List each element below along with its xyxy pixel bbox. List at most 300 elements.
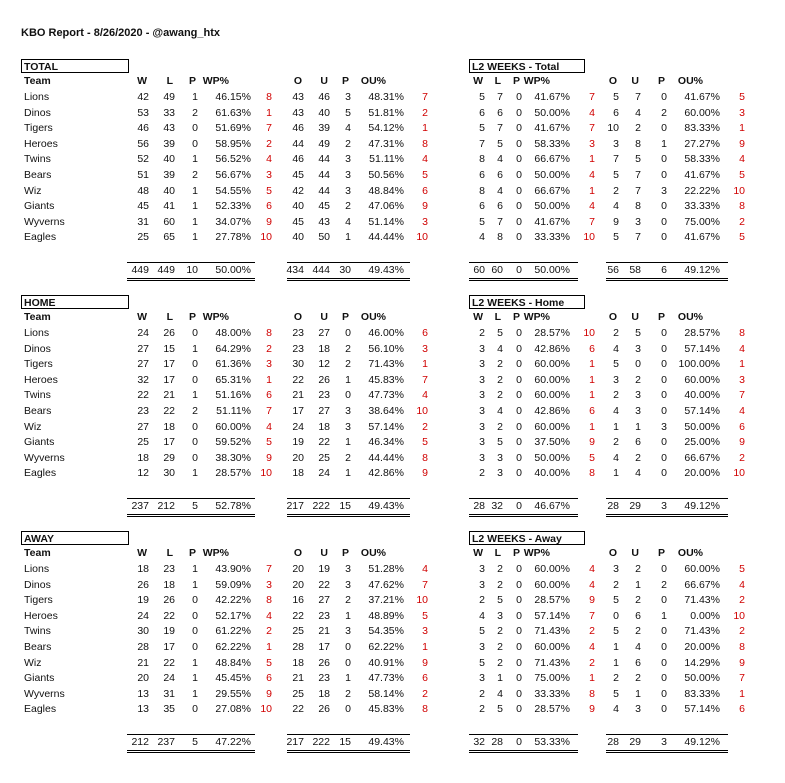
l2-win-pct: 50.00%	[534, 200, 570, 213]
l2-wins: 3	[479, 672, 485, 685]
losses: 31	[163, 687, 175, 700]
l2-pushes: 0	[516, 169, 522, 181]
win-pct-rank: 2	[266, 625, 272, 638]
l2-unders: 3	[635, 405, 641, 417]
wins: 13	[137, 703, 149, 716]
team-name: Heroes	[24, 137, 58, 150]
win-pct: 52.33%	[215, 200, 251, 213]
l2-wins: 8	[479, 153, 485, 166]
column-header-u: U	[320, 75, 328, 87]
total-rule	[287, 280, 410, 281]
l2-section-header: L2 WEEKS - Home	[469, 295, 585, 309]
total-rule	[127, 752, 255, 753]
team-name: Bears	[24, 405, 52, 417]
total-rule	[606, 278, 728, 279]
ou-pct-rank: 3	[422, 625, 428, 638]
ou-pct-rank: 6	[422, 327, 428, 339]
l2-losses: 5	[497, 594, 503, 607]
l2-win-pct: 33.33%	[534, 687, 570, 700]
l2-win-pct: 41.67%	[534, 91, 570, 103]
pushes: 0	[192, 703, 198, 716]
overs: 46	[292, 122, 304, 135]
ou-pct-rank: 8	[422, 137, 428, 150]
l2-ou-pct-rank: 5	[739, 231, 745, 244]
l2-losses: 3	[497, 451, 503, 464]
wins: 42	[137, 91, 149, 103]
l2-ou-pushes: 0	[661, 625, 667, 638]
l2-wins: 6	[479, 200, 485, 213]
win-pct-rank: 3	[266, 578, 272, 591]
win-pct-rank: 10	[260, 231, 272, 244]
losses: 40	[163, 184, 175, 197]
l2-overs: 2	[613, 672, 619, 685]
unders: 39	[318, 122, 330, 135]
unders: 18	[318, 687, 330, 700]
ou-pct: 47.06%	[368, 200, 404, 213]
l2-total-win-pct: 50.00%	[534, 264, 570, 276]
win-pct-rank: 5	[266, 656, 272, 669]
column-header-l: L	[166, 547, 173, 559]
wins: 26	[137, 578, 149, 591]
unders: 26	[318, 656, 330, 669]
losses: 60	[163, 215, 175, 228]
total-rule	[287, 750, 410, 751]
l2-ou-pushes: 0	[661, 563, 667, 575]
wins: 45	[137, 200, 149, 213]
l2-ou-pushes: 2	[661, 106, 667, 119]
l2-win-pct: 66.67%	[534, 153, 570, 166]
l2-overs: 5	[613, 169, 619, 181]
l2-wins: 3	[479, 451, 485, 464]
overs: 42	[292, 184, 304, 197]
l2-overs: 1	[613, 420, 619, 433]
losses: 65	[163, 231, 175, 244]
l2-total-wins: 28	[473, 500, 485, 512]
l2-pushes: 0	[516, 687, 522, 700]
l2-pushes: 0	[516, 609, 522, 622]
win-pct: 59.52%	[215, 436, 251, 449]
ou-pct: 58.14%	[368, 687, 404, 700]
l2-ou-pushes: 0	[661, 436, 667, 449]
l2-overs: 5	[613, 594, 619, 607]
win-pct-rank: 6	[266, 672, 272, 685]
unders: 22	[318, 436, 330, 449]
l2-unders: 1	[635, 420, 641, 433]
column-header-o: O	[293, 547, 302, 559]
l2-losses: 8	[497, 231, 503, 244]
l2-ou-pct-rank: 2	[739, 594, 745, 607]
l2-ou-pct: 41.67%	[684, 91, 720, 103]
l2-unders: 7	[635, 169, 641, 181]
ou-pct: 48.31%	[368, 91, 404, 103]
pushes: 1	[192, 467, 198, 480]
l2-win-pct: 42.86%	[534, 405, 570, 417]
l2-win-pct: 28.57%	[534, 703, 570, 716]
pushes: 1	[192, 342, 198, 355]
win-pct-rank: 1	[266, 641, 272, 653]
l2-total-pushes: 0	[516, 264, 522, 276]
overs: 18	[292, 656, 304, 669]
l2-win-pct: 50.00%	[534, 451, 570, 464]
l2-ou-pct-rank: 5	[739, 563, 745, 575]
ou-pushes: 1	[345, 672, 351, 685]
l2-ou-pushes: 0	[661, 389, 667, 402]
l2-pushes: 0	[516, 342, 522, 355]
l2-pushes: 0	[516, 358, 522, 371]
l2-wins: 5	[479, 91, 485, 103]
l2-win-pct: 58.33%	[534, 137, 570, 150]
overs: 22	[292, 609, 304, 622]
l2-losses: 7	[497, 122, 503, 135]
l2-wins: 5	[479, 215, 485, 228]
l2-ou-pct-rank: 7	[739, 389, 745, 402]
l2-ou-pct-rank: 2	[739, 215, 745, 228]
ou-pushes: 2	[345, 358, 351, 371]
ou-pct: 45.83%	[368, 373, 404, 386]
l2-wins: 2	[479, 687, 485, 700]
win-pct-rank: 9	[266, 687, 272, 700]
l2-total-ou-pct: 49.12%	[684, 500, 720, 512]
l2-ou-pct: 41.67%	[684, 231, 720, 244]
l2-win-pct-rank: 4	[589, 200, 595, 213]
unders: 22	[318, 578, 330, 591]
ou-pushes: 1	[345, 467, 351, 480]
l2-ou-pushes: 3	[661, 184, 667, 197]
section-header: TOTAL	[21, 59, 129, 73]
l2-wins: 8	[479, 184, 485, 197]
l2-losses: 4	[497, 342, 503, 355]
l2-column-header-wp: WP%	[523, 311, 550, 323]
l2-unders: 8	[635, 200, 641, 213]
ou-pct-rank: 7	[422, 91, 428, 103]
overs: 40	[292, 200, 304, 213]
l2-column-header-ou: OU%	[677, 547, 703, 559]
column-header-op: P	[341, 311, 349, 323]
l2-ou-pct-rank: 3	[739, 373, 745, 386]
pushes: 1	[192, 215, 198, 228]
column-header-p: P	[188, 311, 196, 323]
overs: 25	[292, 687, 304, 700]
l2-overs: 6	[613, 106, 619, 119]
ou-pushes: 0	[345, 641, 351, 653]
l2-ou-pushes: 0	[661, 122, 667, 135]
l2-wins: 3	[479, 563, 485, 575]
l2-wins: 4	[479, 231, 485, 244]
pushes: 0	[192, 327, 198, 339]
l2-losses: 2	[497, 389, 503, 402]
total-losses: 212	[157, 500, 175, 512]
l2-ou-pushes: 0	[661, 327, 667, 339]
l2-ou-pushes: 0	[661, 91, 667, 103]
l2-ou-pct: 27.27%	[684, 137, 720, 150]
ou-pct: 45.83%	[368, 703, 404, 716]
team-name: Dinos	[24, 342, 51, 355]
l2-ou-pct-rank: 1	[739, 122, 745, 135]
losses: 39	[163, 169, 175, 181]
l2-ou-pushes: 0	[661, 656, 667, 669]
overs: 20	[292, 578, 304, 591]
l2-win-pct-rank: 1	[589, 373, 595, 386]
unders: 23	[318, 389, 330, 402]
ou-pushes: 1	[345, 609, 351, 622]
l2-win-pct-rank: 4	[589, 563, 595, 575]
ou-pct: 42.86%	[368, 467, 404, 480]
l2-win-pct: 50.00%	[534, 169, 570, 181]
wins: 27	[137, 342, 149, 355]
column-header-ou: OU%	[360, 547, 386, 559]
l2-total-unders: 29	[629, 736, 641, 748]
l2-total-ou-pct: 49.12%	[684, 736, 720, 748]
losses: 17	[163, 373, 175, 386]
wins: 25	[137, 436, 149, 449]
overs: 43	[292, 91, 304, 103]
ou-pct-rank: 6	[422, 184, 428, 197]
pushes: 2	[192, 106, 198, 119]
win-pct-rank: 7	[266, 405, 272, 417]
ou-pct: 54.12%	[368, 122, 404, 135]
column-header-team: Team	[24, 75, 51, 87]
l2-ou-pushes: 2	[661, 578, 667, 591]
total-rule	[127, 278, 255, 279]
ou-pct-rank: 8	[422, 451, 428, 464]
l2-unders: 2	[635, 563, 641, 575]
l2-ou-pushes: 0	[661, 342, 667, 355]
l2-win-pct-rank: 1	[589, 184, 595, 197]
ou-pct: 48.84%	[368, 184, 404, 197]
l2-ou-pushes: 0	[661, 358, 667, 371]
ou-pushes: 2	[345, 594, 351, 607]
win-pct-rank: 7	[266, 122, 272, 135]
unders: 24	[318, 467, 330, 480]
l2-ou-pct: 57.14%	[684, 703, 720, 716]
l2-losses: 5	[497, 703, 503, 716]
total-pushes: 10	[186, 264, 198, 276]
ou-pct: 40.91%	[368, 656, 404, 669]
l2-win-pct-rank: 1	[589, 420, 595, 433]
ou-pct: 54.35%	[368, 625, 404, 638]
l2-win-pct-rank: 4	[589, 641, 595, 653]
total-unders: 222	[312, 736, 330, 748]
l2-ou-pct-rank: 8	[739, 327, 745, 339]
win-pct-rank: 10	[260, 467, 272, 480]
ou-pushes: 3	[345, 563, 351, 575]
l2-ou-pct: 57.14%	[684, 342, 720, 355]
l2-ou-pct-rank: 4	[739, 153, 745, 166]
ou-pct-rank: 1	[422, 641, 428, 653]
ou-pct-rank: 7	[422, 578, 428, 591]
l2-ou-pct-rank: 7	[739, 672, 745, 685]
unders: 46	[318, 91, 330, 103]
l2-column-header-o: O	[608, 311, 617, 323]
column-header-w: W	[137, 311, 147, 323]
win-pct-rank: 2	[266, 137, 272, 150]
l2-ou-pct-rank: 8	[739, 200, 745, 213]
unders: 45	[318, 200, 330, 213]
l2-overs: 2	[613, 184, 619, 197]
ou-pushes: 2	[345, 137, 351, 150]
l2-overs: 2	[613, 327, 619, 339]
l2-win-pct: 60.00%	[534, 373, 570, 386]
total-rule	[469, 752, 578, 753]
ou-pushes: 3	[345, 578, 351, 591]
l2-losses: 2	[497, 420, 503, 433]
l2-wins: 3	[479, 641, 485, 653]
l2-unders: 4	[635, 106, 641, 119]
l2-total-losses: 60	[491, 264, 503, 276]
l2-ou-pct: 20.00%	[684, 641, 720, 653]
l2-pushes: 0	[516, 137, 522, 150]
total-ou-pushes: 30	[339, 264, 351, 276]
team-name: Lions	[24, 91, 50, 103]
l2-ou-pct: 57.14%	[684, 405, 720, 417]
team-name: Lions	[24, 327, 50, 339]
l2-unders: 6	[635, 656, 641, 669]
l2-column-header-l: L	[494, 75, 501, 87]
wins: 24	[137, 609, 149, 622]
losses: 22	[163, 656, 175, 669]
l2-ou-pushes: 0	[661, 687, 667, 700]
win-pct: 45.45%	[215, 672, 251, 685]
l2-column-header-op: P	[657, 311, 665, 323]
total-rule	[469, 280, 578, 281]
win-pct: 29.55%	[215, 687, 251, 700]
l2-ou-pct: 22.22%	[684, 184, 720, 197]
pushes: 0	[192, 641, 198, 653]
ou-pct: 47.31%	[368, 137, 404, 150]
l2-ou-pct: 28.57%	[684, 327, 720, 339]
l2-win-pct: 60.00%	[534, 641, 570, 653]
l2-ou-pct-rank: 6	[739, 420, 745, 433]
l2-pushes: 0	[516, 625, 522, 638]
pushes: 1	[192, 656, 198, 669]
ou-pushes: 3	[345, 420, 351, 433]
l2-overs: 3	[613, 137, 619, 150]
l2-losses: 2	[497, 578, 503, 591]
l2-win-pct: 60.00%	[534, 578, 570, 591]
l2-wins: 2	[479, 703, 485, 716]
total-rule	[606, 750, 728, 751]
losses: 23	[163, 563, 175, 575]
l2-wins: 3	[479, 436, 485, 449]
l2-wins: 2	[479, 327, 485, 339]
pushes: 1	[192, 91, 198, 103]
column-header-team: Team	[24, 547, 51, 559]
l2-losses: 2	[497, 563, 503, 575]
total-rule	[127, 750, 255, 751]
ou-pushes: 2	[345, 200, 351, 213]
l2-unders: 2	[635, 594, 641, 607]
win-pct: 60.00%	[215, 420, 251, 433]
l2-section-header: L2 WEEKS - Total	[469, 59, 585, 73]
l2-wins: 7	[479, 137, 485, 150]
l2-pushes: 0	[516, 451, 522, 464]
l2-total-losses: 32	[491, 500, 503, 512]
l2-overs: 3	[613, 373, 619, 386]
ou-pct: 48.89%	[368, 609, 404, 622]
unders: 26	[318, 373, 330, 386]
l2-unders: 2	[635, 122, 641, 135]
l2-overs: 4	[613, 342, 619, 355]
l2-column-header-p: P	[512, 547, 520, 559]
ou-pushes: 2	[345, 687, 351, 700]
l2-pushes: 0	[516, 215, 522, 228]
l2-column-header-op: P	[657, 547, 665, 559]
l2-unders: 4	[635, 641, 641, 653]
l2-win-pct-rank: 9	[589, 436, 595, 449]
l2-losses: 4	[497, 405, 503, 417]
l2-unders: 3	[635, 703, 641, 716]
l2-total-losses: 28	[491, 736, 503, 748]
l2-wins: 2	[479, 467, 485, 480]
l2-overs: 1	[613, 467, 619, 480]
total-rule	[606, 280, 728, 281]
l2-pushes: 0	[516, 327, 522, 339]
ou-pct-rank: 3	[422, 215, 428, 228]
l2-ou-pushes: 0	[661, 405, 667, 417]
wins: 28	[137, 641, 149, 653]
l2-win-pct: 60.00%	[534, 389, 570, 402]
pushes: 1	[192, 672, 198, 685]
ou-pct: 44.44%	[368, 451, 404, 464]
ou-pct: 44.44%	[368, 231, 404, 244]
win-pct-rank: 9	[266, 451, 272, 464]
losses: 29	[163, 451, 175, 464]
l2-ou-pct-rank: 9	[739, 656, 745, 669]
l2-ou-pct: 60.00%	[684, 563, 720, 575]
l2-pushes: 0	[516, 672, 522, 685]
pushes: 0	[192, 451, 198, 464]
ou-pct: 51.11%	[369, 153, 404, 166]
total-unders: 222	[312, 500, 330, 512]
l2-ou-pct: 33.33%	[684, 200, 720, 213]
l2-unders: 2	[635, 672, 641, 685]
l2-column-header-u: U	[631, 547, 639, 559]
win-pct: 61.22%	[215, 625, 251, 638]
total-overs: 434	[286, 264, 304, 276]
l2-wins: 3	[479, 373, 485, 386]
l2-ou-pct: 14.29%	[684, 656, 720, 669]
losses: 18	[163, 420, 175, 433]
unders: 40	[318, 106, 330, 119]
l2-unders: 2	[635, 625, 641, 638]
l2-win-pct-rank: 1	[589, 389, 595, 402]
l2-overs: 4	[613, 405, 619, 417]
wins: 19	[137, 594, 149, 607]
unders: 50	[318, 231, 330, 244]
l2-total-overs: 28	[607, 736, 619, 748]
wins: 21	[137, 656, 149, 669]
column-header-l: L	[166, 75, 173, 87]
l2-win-pct: 41.67%	[534, 215, 570, 228]
column-header-wp: WP%	[202, 547, 229, 559]
l2-column-header-ou: OU%	[677, 311, 703, 323]
l2-total-ou-pushes: 3	[661, 500, 667, 512]
l2-overs: 2	[613, 389, 619, 402]
losses: 22	[163, 609, 175, 622]
overs: 22	[292, 373, 304, 386]
l2-unders: 5	[635, 327, 641, 339]
l2-win-pct-rank: 3	[589, 137, 595, 150]
win-pct-rank: 7	[266, 563, 272, 575]
l2-ou-pct: 60.00%	[684, 373, 720, 386]
l2-win-pct: 71.43%	[534, 656, 570, 669]
win-pct-rank: 4	[266, 420, 272, 433]
ou-pct: 57.14%	[368, 420, 404, 433]
pushes: 2	[192, 405, 198, 417]
l2-overs: 5	[613, 687, 619, 700]
l2-total-win-pct: 53.33%	[534, 736, 570, 748]
win-pct-rank: 8	[266, 327, 272, 339]
